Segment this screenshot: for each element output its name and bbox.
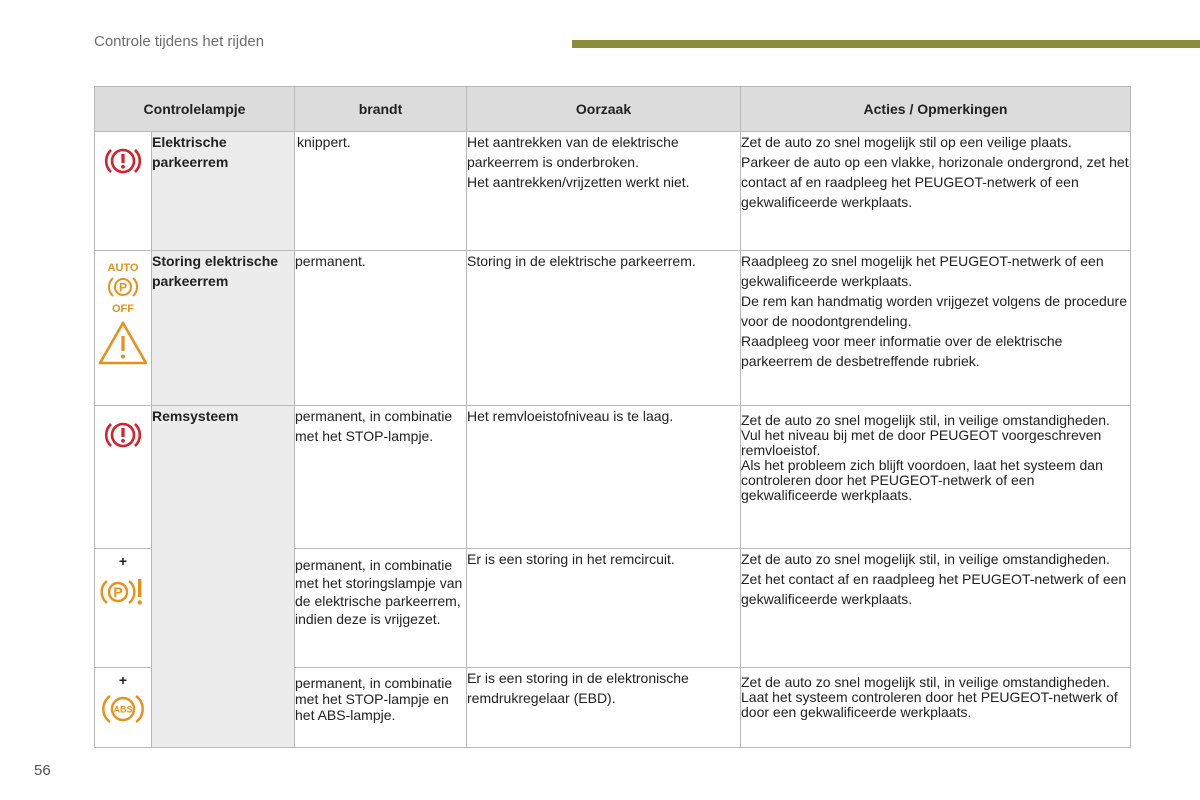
- action-text: Zet de auto zo snel mogelijk stil, in veilige omstandigheden.: [741, 412, 1110, 428]
- action-text: Zet het contact af en raadpleeg het PEUGEOT-netwerk of een gekwalificeerde werkplaats.: [741, 571, 1127, 607]
- page-number: 56: [34, 762, 51, 779]
- abs-warning-icon: [99, 690, 147, 728]
- row-burns: permanent, in combinatie met het STOP-lampje en het ABS-lampje.: [295, 668, 467, 748]
- row-action: [741, 406, 1131, 549]
- column-header-brandt: brandt: [295, 87, 467, 132]
- auto-park-brake-off-icon: [100, 260, 146, 316]
- action-text: Raadpleeg voor meer informatie over de elektrische parkeerrem de desbetreffende rubriek.: [741, 333, 1063, 369]
- row-name-remsysteem: Remsysteem: [152, 406, 295, 748]
- column-header-acties: Acties / Opmerkingen: [741, 87, 1131, 132]
- action-text: Als het probleem zich blijft voordoen, laat het systeem dan controleren door het PEUGEOT-netwerk of een gekwalificeerde werkplaats.: [741, 457, 1103, 503]
- row-cause: Er is een storing in de elektronische remdrukregelaar (EBD).: [467, 668, 741, 748]
- row-burns: knippert.: [295, 132, 467, 251]
- brake-warning-red-icon: [104, 419, 142, 451]
- row-burns: permanent, in combinatie met het STOP-lampje.: [295, 406, 467, 549]
- row-action: [741, 549, 1131, 668]
- action-text: Parkeer de auto op een vlakke, horizonale ondergrond, zet het contact af en raadpleeg het PEUGEOT-netwerk of een gekwalificeerde werkplaats.: [741, 154, 1129, 210]
- column-header-oorzaak: Oorzaak: [467, 87, 741, 132]
- row-cause: Het remvloeistofniveau is te laag.: [467, 406, 741, 549]
- off-label: OFF: [112, 303, 134, 315]
- row-name-storing-parkeerrem: Storing elektrische parkeerrem: [152, 251, 295, 406]
- page-header-title: Controle tijdens het rijden: [94, 33, 265, 50]
- table-row: [95, 251, 1131, 406]
- action-text: Vul het niveau bij met de door PEUGEOT voorgeschreven remvloeistof.: [741, 427, 1102, 458]
- table-row: [95, 406, 1131, 549]
- plus-sign: +: [118, 672, 128, 688]
- cause-text: Het aantrekken/vrijzetten werkt niet.: [467, 174, 690, 190]
- plus-sign: +: [118, 553, 128, 569]
- cause-text: Het aantrekken van de elektrische parkeerrem is onderbroken.: [467, 134, 679, 170]
- icon-cell: [95, 549, 152, 668]
- p-label: P: [118, 280, 128, 295]
- action-text: Zet de auto zo snel mogelijk stil op een veilige plaats.: [741, 134, 1072, 150]
- icon-cell: [95, 668, 152, 748]
- row-burns: permanent, in combinatie met het storingslampje van de elektrische parkeerrem, indien deze is vrijgezet.: [295, 549, 467, 668]
- icon-cell: [95, 251, 152, 406]
- action-text: Laat het systeem controleren door het PEUGEOT-netwerk of door een gekwalificeerde werkplaats.: [741, 689, 1118, 720]
- action-text: De rem kan handmatig worden vrijgezet volgens de procedure voor de noodontgrendeling.: [741, 293, 1127, 329]
- brake-warning-red-icon: [104, 145, 142, 177]
- table-row: [95, 132, 1131, 251]
- park-brake-fault-icon: [98, 575, 148, 609]
- header-accent-bar: [572, 40, 1200, 48]
- abs-label: ABS: [113, 704, 133, 715]
- auto-label: AUTO: [107, 262, 139, 274]
- table-header-row: [95, 87, 1131, 132]
- warning-lights-table: [94, 86, 1131, 748]
- row-action: [741, 668, 1131, 748]
- icon-cell: [95, 132, 152, 251]
- row-cause: Er is een storing in het remcircuit.: [467, 549, 741, 668]
- row-action: [741, 251, 1131, 406]
- row-action: [741, 132, 1131, 251]
- action-text: Zet de auto zo snel mogelijk stil, in veilige omstandigheden.: [741, 551, 1110, 567]
- row-cause: Storing in de elektrische parkeerrem.: [467, 251, 741, 406]
- action-text: Zet de auto zo snel mogelijk stil, in veilige omstandigheden.: [741, 674, 1110, 690]
- icon-cell: [95, 406, 152, 549]
- row-name-elektrische-parkeerrem: Elektrische parkeerrem: [152, 132, 295, 251]
- column-header-controlelampje: Controlelampje: [95, 87, 295, 132]
- warning-triangle-icon: [97, 320, 149, 366]
- action-text: Raadpleeg zo snel mogelijk het PEUGEOT-netwerk of een gekwalificeerde werkplaats.: [741, 253, 1104, 289]
- row-burns: permanent.: [295, 251, 467, 406]
- p-label: P: [113, 584, 123, 600]
- row-cause: [467, 132, 741, 251]
